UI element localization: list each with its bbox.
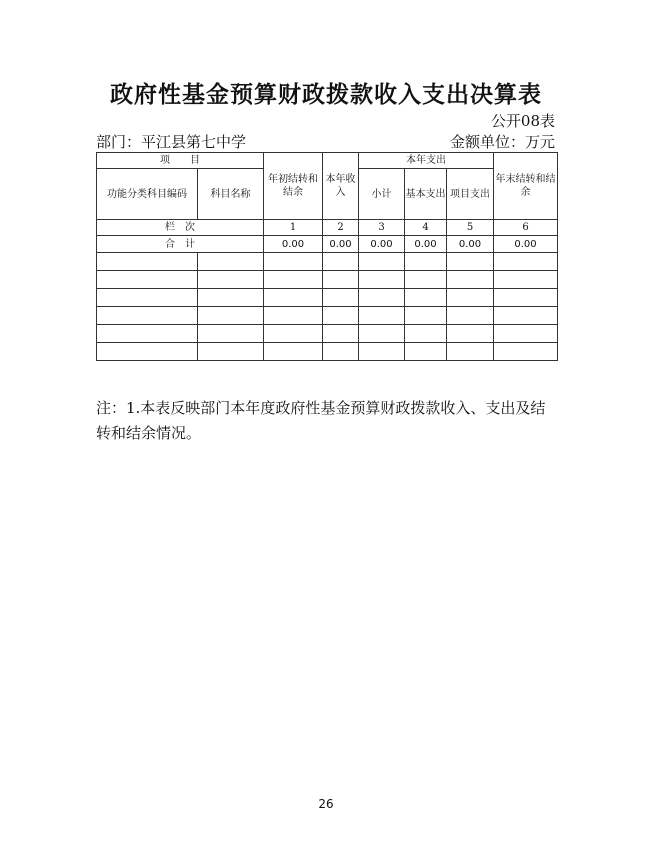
col-number: 1 bbox=[264, 220, 323, 236]
table-cell bbox=[494, 307, 558, 325]
header-function-code: 功能分类科目编码 bbox=[97, 169, 198, 220]
table-row bbox=[97, 325, 558, 343]
table-cell bbox=[264, 325, 323, 343]
header-project-expense: 项目支出 bbox=[447, 169, 494, 220]
table-cell bbox=[198, 307, 264, 325]
table-cell bbox=[264, 343, 323, 361]
header-current-income: 本年收入 bbox=[323, 153, 359, 220]
table-cell bbox=[359, 253, 405, 271]
table-cell bbox=[447, 271, 494, 289]
header-current-year-expense: 本年支出 bbox=[359, 153, 494, 169]
table-cell bbox=[264, 289, 323, 307]
table-cell bbox=[359, 325, 405, 343]
header-item-name: 科目名称 bbox=[198, 169, 264, 220]
table-cell bbox=[405, 343, 447, 361]
table-cell bbox=[198, 271, 264, 289]
table-cell bbox=[405, 253, 447, 271]
col-number: 2 bbox=[323, 220, 359, 236]
table-cell bbox=[494, 289, 558, 307]
table-row bbox=[97, 253, 558, 271]
column-index-row bbox=[97, 220, 558, 236]
table-cell bbox=[198, 325, 264, 343]
table-cell bbox=[405, 307, 447, 325]
table-row bbox=[97, 271, 558, 289]
table-cell bbox=[447, 307, 494, 325]
table-cell bbox=[359, 343, 405, 361]
table-cell bbox=[97, 289, 198, 307]
row-index-label: 栏 次 bbox=[97, 220, 264, 236]
table-cell bbox=[97, 307, 198, 325]
fund-budget-table bbox=[96, 152, 558, 361]
table-cell bbox=[198, 253, 264, 271]
table-cell bbox=[264, 253, 323, 271]
table-cell bbox=[97, 271, 198, 289]
table-cell bbox=[264, 271, 323, 289]
table-cell bbox=[323, 253, 359, 271]
table-cell bbox=[494, 325, 558, 343]
col-number: 5 bbox=[447, 220, 494, 236]
header-basic-expense: 基本支出 bbox=[405, 169, 447, 220]
table-row bbox=[97, 289, 558, 307]
table-cell bbox=[359, 307, 405, 325]
table-cell bbox=[405, 271, 447, 289]
table-cell bbox=[405, 325, 447, 343]
table-cell bbox=[323, 307, 359, 325]
total-value: 0.00 bbox=[323, 236, 359, 253]
table-cell bbox=[494, 253, 558, 271]
header-subtotal: 小计 bbox=[359, 169, 405, 220]
total-value: 0.00 bbox=[494, 236, 558, 253]
table-cell bbox=[359, 271, 405, 289]
table-cell bbox=[359, 289, 405, 307]
total-value: 0.00 bbox=[264, 236, 323, 253]
col-number: 3 bbox=[359, 220, 405, 236]
total-row bbox=[97, 236, 558, 253]
footnote: 注：1.本表反映部门本年度政府性基金预算财政拨款收入、支出及结转和结余情况。 bbox=[96, 399, 546, 442]
unit-label: 金额单位：万元 bbox=[449, 133, 555, 151]
table-cell bbox=[198, 289, 264, 307]
table-cell bbox=[97, 253, 198, 271]
header-row-1 bbox=[97, 153, 558, 169]
header-opening-balance: 年初结转和结余 bbox=[264, 153, 323, 220]
header-closing-balance: 年末结转和结余 bbox=[494, 153, 558, 220]
total-value: 0.00 bbox=[405, 236, 447, 253]
table-cell bbox=[323, 271, 359, 289]
total-value: 0.00 bbox=[447, 236, 494, 253]
table-cell bbox=[97, 325, 198, 343]
department-label: 部门：平江县第七中学 bbox=[96, 133, 247, 151]
table-row bbox=[97, 307, 558, 325]
document-title: 政府性基金预算财政拨款收入支出决算表 bbox=[110, 82, 542, 108]
table-code: 公开08表 bbox=[490, 112, 555, 130]
table-cell bbox=[447, 289, 494, 307]
table-cell bbox=[447, 253, 494, 271]
page-number: 26 bbox=[318, 797, 334, 811]
table-cell bbox=[264, 307, 323, 325]
table-cell bbox=[447, 343, 494, 361]
table-cell bbox=[323, 343, 359, 361]
total-value: 0.00 bbox=[359, 236, 405, 253]
table-cell bbox=[198, 343, 264, 361]
col-number: 4 bbox=[405, 220, 447, 236]
table-cell bbox=[494, 271, 558, 289]
table-cell bbox=[447, 325, 494, 343]
table-cell bbox=[323, 325, 359, 343]
header-item: 项 目 bbox=[97, 153, 264, 169]
table-cell bbox=[405, 289, 447, 307]
table-row bbox=[97, 343, 558, 361]
table-cell bbox=[494, 343, 558, 361]
table-cell bbox=[97, 343, 198, 361]
total-label: 合 计 bbox=[97, 236, 264, 253]
col-number: 6 bbox=[494, 220, 558, 236]
table-cell bbox=[323, 289, 359, 307]
